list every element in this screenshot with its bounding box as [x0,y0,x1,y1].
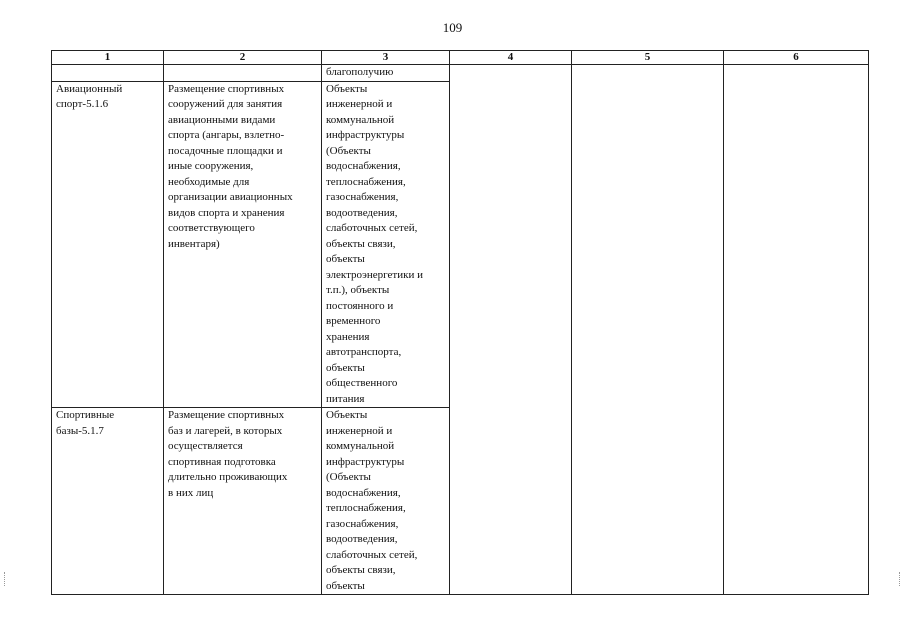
land-use-type: Авиационный спорт-5.1.6 [56,82,123,110]
land-use-description: Размещение спортивных сооружений для занятия авиационными видами спорта (ангары, взлетно- посадочные площадки и иные сооружения, необходимые для организации авиационных видов спорта и хранения соответствующего инвентаря) [168,82,293,250]
table-cell-empty [572,65,724,595]
scan-edge-mark-right [899,572,904,586]
cell-text: благополучию [326,66,394,78]
table-cell [52,408,164,595]
table-row [52,65,869,82]
land-use-description: Размещение спортивных баз и лагерей, в которых осуществляется спортивная подготовка длительно проживающих в них лиц [168,409,288,499]
table-cell-empty [450,65,572,595]
table-cell [164,65,322,82]
auxiliary-uses: Объекты инженерной и коммунальной инфраструктуры (Объекты водоснабжения, теплоснабжения, газоснабжения, водоотведения, слаботочных сетей, объекты связи, объекты [326,409,418,592]
table-cell [322,65,450,82]
table-header-row [52,51,869,65]
page-number: 109 [442,20,463,35]
auxiliary-uses: Объекты инженерной и коммунальной инфраструктуры (Объекты водоснабжения, теплоснабжения, газоснабжения, водоотведения, слаботочных сетей, объекты связи, объекты электроэнергетики и т.п.), объекты постоянного и временного хранения автотранспорта, объекты общественного питания [326,82,423,405]
table-cell [322,408,450,595]
land-use-type: Спортивные базы-5.1.7 [56,409,115,437]
column-header-2: 2 [164,51,322,65]
table-cell [164,408,322,595]
land-use-table [51,50,869,595]
table-cell [164,81,322,408]
column-header-5: 5 [572,51,724,65]
table-cell [52,81,164,408]
scan-edge-mark-left [4,572,9,586]
column-header-1: 1 [52,51,164,65]
column-header-4: 4 [450,51,572,65]
table-cell-empty [724,65,869,595]
table-cell [322,81,450,408]
table-cell [52,65,164,82]
column-header-3: 3 [322,51,450,65]
column-header-6: 6 [724,51,869,65]
